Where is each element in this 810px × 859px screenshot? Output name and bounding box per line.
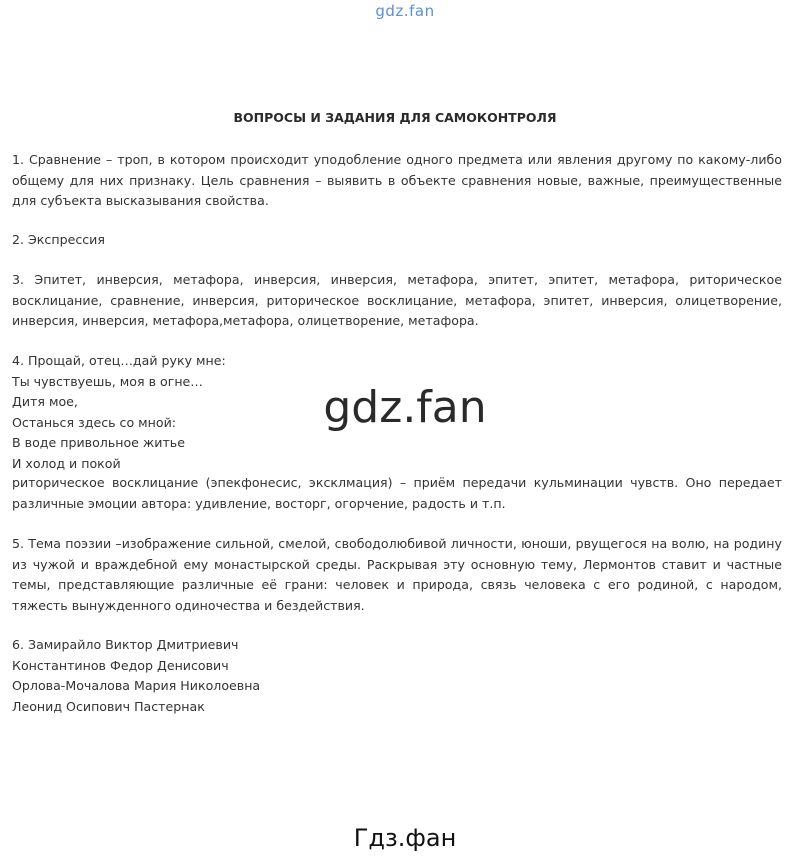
poem-line: Дитя мое, bbox=[12, 394, 78, 409]
center-watermark: gdz.fan bbox=[323, 382, 487, 433]
illustrator-name: Орлова-Мочалова Мария Николоевна bbox=[12, 678, 261, 693]
top-watermark: gdz.fan bbox=[375, 2, 435, 20]
answer-2: 2. Экспрессия bbox=[12, 232, 105, 247]
poem-line: 4. Прощай, отец…дай руку мне: bbox=[12, 353, 226, 368]
document-title: ВОПРОСЫ И ЗАДАНИЯ ДЛЯ САМОКОНТРОЛЯ bbox=[233, 110, 557, 125]
poem-line: И холод и покой bbox=[12, 455, 121, 471]
poem-line: В воде привольное житье bbox=[12, 435, 185, 450]
answer-3: 3. Эпитет, инверсия, метафора, инверсия, инверсия, метафора, эпитет, эпитет, метафора, риторическое восклицание, сравнение, инверсия, риторическое восклицание, метафора, эпитет, инверсия, олицетворение, инверсия, инверсия, метафора,метафора, олицетворение, метафора. bbox=[12, 272, 782, 328]
illustrator-name: 6. Замирайло Виктор Дмитриевич bbox=[12, 637, 239, 652]
poem-line: Останься здесь со мной: bbox=[12, 414, 177, 430]
answer-6 bbox=[12, 635, 782, 717]
illustrator-name: Леонид Осипович Пастернак bbox=[12, 698, 205, 714]
answer-1: 1. Сравнение – троп, в котором происходит уподобление одного предмета или явления другому по какому-либо общему для них признаку. Цель сравнения – выявить в объекте сравнения новые, важные, преимущественные для субъекта высказывания свойства. bbox=[12, 152, 782, 208]
answer-4-explanation: риторическое восклицание (эпекфонесис, эксклмация) – приём передачи кульминации чувств. Оно передает различные эмоции автора: удивление, восторг, огорчение, радость и т.п. bbox=[12, 475, 782, 511]
illustrator-name: Константинов Федор Денисович bbox=[12, 657, 229, 673]
poem-line: Ты чувствуешь, моя в огне… bbox=[12, 373, 203, 389]
bottom-watermark: Гдз.фан bbox=[353, 824, 457, 852]
answer-5: 5. Тема поэзии –изображение сильной, смелой, свободолюбивой личности, юноши, рвущегося на волю, на родину из чужой и враждебной ему монастырской среды. Раскрывая эту основную тему, Лермонтов ставит и частные темы, представляющие различные её грани: человек и природа, связь человека с его родиной, с народом, тяжесть вынужденного одиночества и бездействия. bbox=[12, 536, 782, 613]
